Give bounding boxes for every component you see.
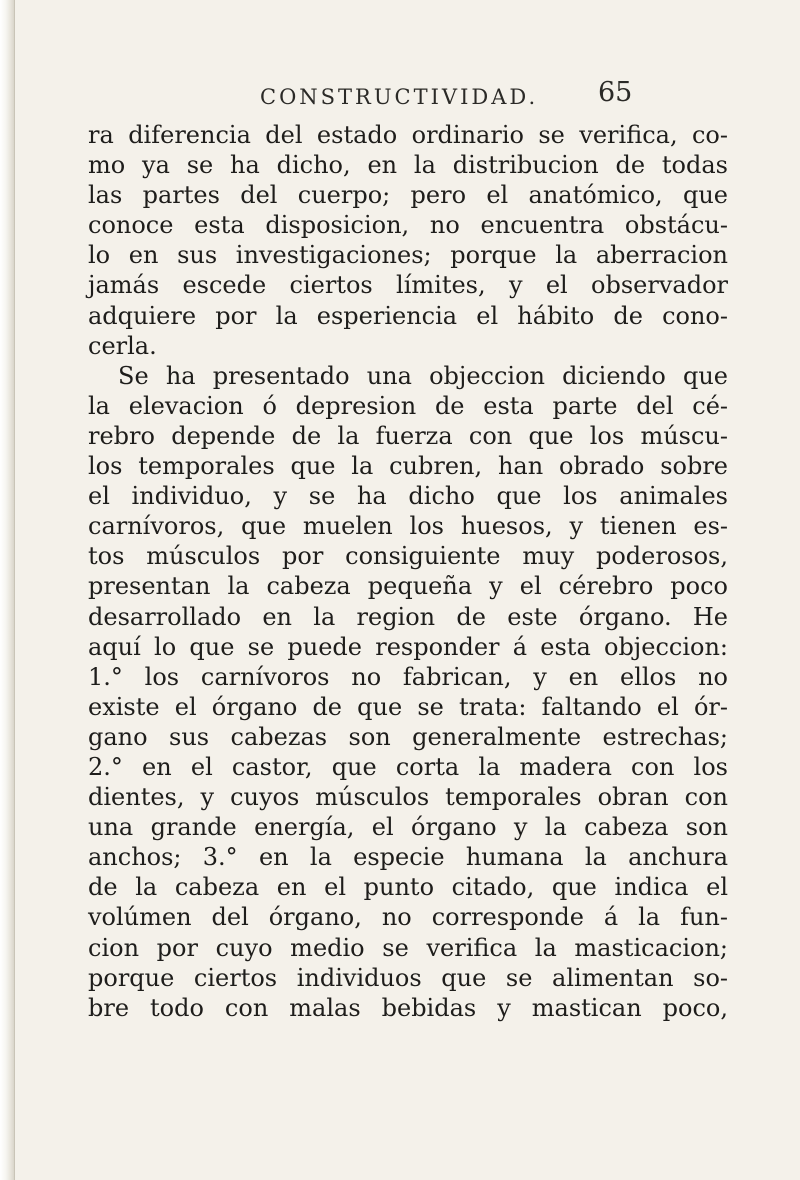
text-line: desarrollado en la region de este órgano. He [88, 602, 728, 631]
text-line: volúmen del órgano, no corresponde á la fun- [88, 903, 728, 932]
page-number: 65 [598, 77, 633, 108]
text-line: el individuo, y se ha dicho que los animales [88, 482, 728, 511]
text-line: conoce esta disposicion, no encuentra obstácu- [88, 211, 728, 240]
text-line: una grande energía, el órgano y la cabeza son [88, 813, 728, 842]
body-text [88, 120, 728, 1023]
text-line: cion por cuyo medio se verifica la masticacion; [88, 933, 728, 962]
text-line: existe el órgano de que se trata: faltando el ór- [88, 692, 728, 721]
text-line: ra diferencia del estado ordinario se verifica, co- [88, 121, 728, 149]
text-line: Se ha presentado una objeccion diciendo que [118, 361, 728, 390]
text-line: rebro depende de la fuerza con que los múscu- [88, 421, 728, 450]
text-line: cerla. [88, 331, 157, 360]
paragraph-continued [88, 120, 728, 361]
running-head [260, 75, 660, 115]
binding-edge [0, 0, 15, 1180]
text-line: 2.° en el castor, que corta la madera con los [88, 752, 728, 781]
text-line: de la cabeza en el punto citado, que indica el [88, 873, 728, 902]
text-line: mo ya se ha dicho, en la distribucion de todas [88, 151, 728, 180]
text-line: carnívoros, que muelen los huesos, y tienen es- [88, 512, 728, 541]
text-line: anchos; 3.° en la especie humana la anchura [88, 843, 728, 872]
text-line: las partes del cuerpo; pero el anatómico, que [88, 181, 728, 210]
text-line: los temporales que la cubren, han obrado sobre [88, 452, 728, 481]
text-line: presentan la cabeza pequeña y el cérebro poco [88, 572, 728, 601]
text-line: jamás escede ciertos límites, y el observador [88, 271, 728, 300]
text-line: dientes, y cuyos músculos temporales obran con [88, 783, 728, 812]
text-line: porque ciertos individuos que se alimentan so- [88, 963, 728, 992]
text-line: bre todo con malas bebidas y mastican poco, [88, 993, 728, 1022]
text-line: aquí lo que se puede responder á esta objeccion: [88, 632, 728, 661]
text-line: tos músculos por consiguiente muy poderosos, [88, 542, 728, 571]
text-line: lo en sus investigaciones; porque la aberracion [88, 241, 728, 270]
paragraph-objection [88, 361, 728, 1023]
text-line: la elevacion ó depresion de esta parte del cé- [88, 391, 728, 420]
text-line: gano sus cabezas son generalmente estrechas; [88, 722, 728, 751]
running-head-title: CONSTRUCTIVIDAD. [260, 85, 539, 109]
text-line: adquiere por la esperiencia el hábito de cono- [88, 301, 728, 330]
text-line: 1.° los carnívoros no fabrican, y en ellos no [88, 662, 728, 691]
